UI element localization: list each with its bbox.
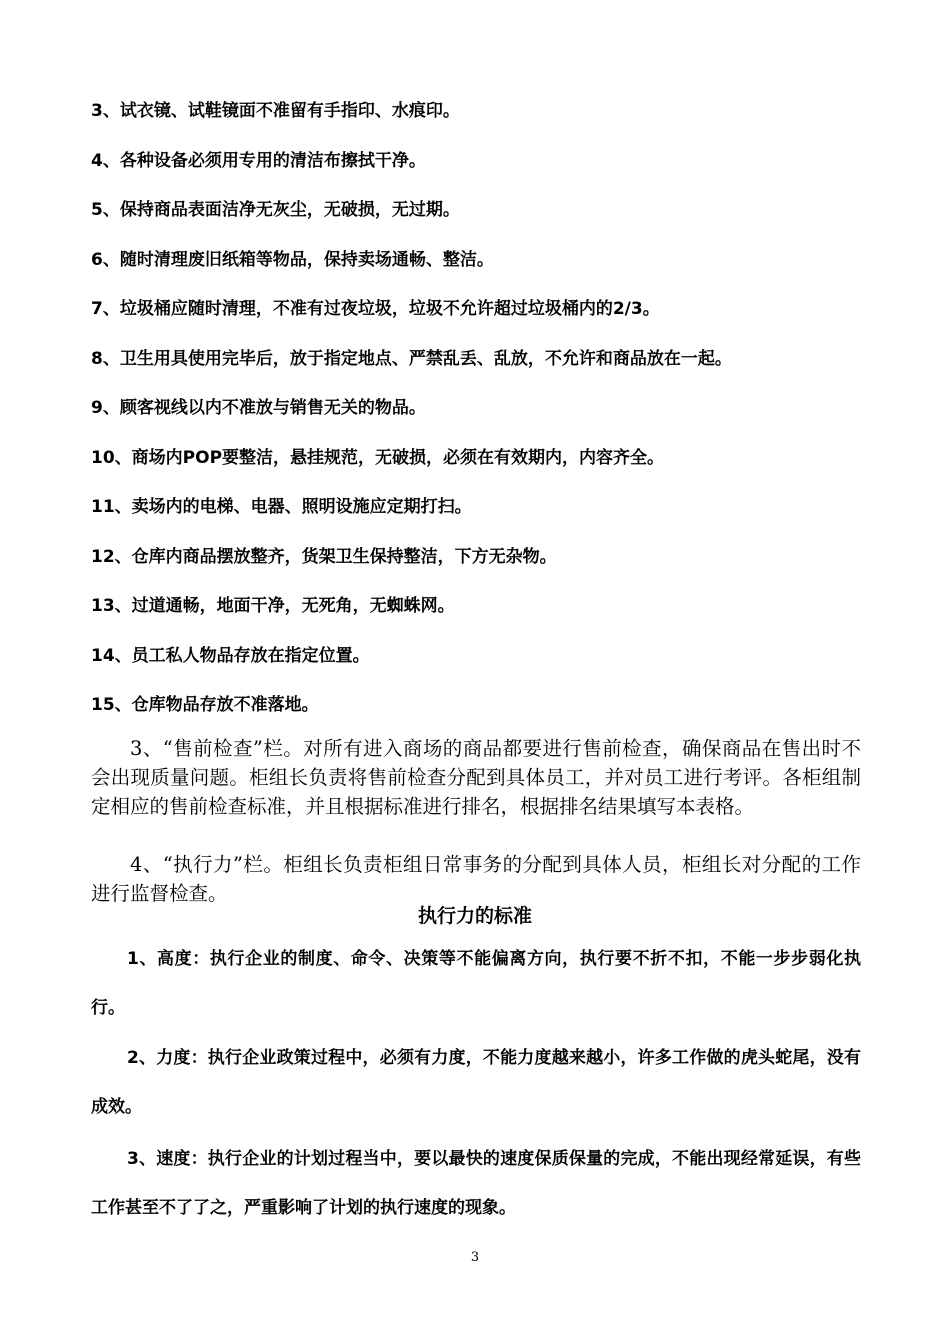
hygiene-item-10: 10、商场内POP要整洁，悬挂规范，无破损，必须在有效期内，内容齐全。	[91, 448, 665, 468]
hygiene-item-6: 6、随时清理废旧纸箱等物品，保持卖场通畅、整洁。	[91, 250, 494, 270]
standards-heading: 执行力的标准	[417, 905, 532, 927]
hygiene-item-15: 15、仓库物品存放不准落地。	[91, 695, 319, 715]
hygiene-item-8: 8、卫生用具使用完毕后，放于指定地点、严禁乱丢、乱放，不允许和商品放在一起。	[91, 349, 732, 369]
standard-item-height: 1、高度：执行企业的制度、命令、决策等不能偏离方向，执行要不折不扣，不能一步步弱化执行。	[91, 949, 861, 1018]
execution-paragraph: 4、“执行力”栏。柜组长负责柜组日常事务的分配到具体人员，柜组长对分配的工作进行监督检查。	[91, 853, 861, 905]
hygiene-item-3: 3、试衣镜、试鞋镜面不准留有手指印、水痕印。	[91, 101, 460, 121]
standard-item-strength: 2、力度：执行企业政策过程中，必须有力度，不能力度越来越小，许多工作做的虎头蛇尾，没有成效。	[91, 1048, 861, 1117]
hygiene-item-14: 14、员工私人物品存放在指定位置。	[91, 646, 370, 666]
hygiene-item-7: 7、垃圾桶应随时清理，不准有过夜垃圾，垃圾不允许超过垃圾桶内的2/3。	[91, 299, 660, 319]
hygiene-item-4: 4、各种设备必须用专用的清洁布擦拭干净。	[91, 151, 426, 171]
standard-item-speed: 3、速度：执行企业的计划过程当中，要以最快的速度保质保量的完成，不能出现经常延误，有些工作甚至不了了之，严重影响了计划的执行速度的现象。	[91, 1149, 861, 1218]
hygiene-item-11: 11、卖场内的电梯、电器、照明设施应定期打扫。	[91, 497, 472, 517]
presale-check-paragraph: 3、“售前检查”栏。对所有进入商场的商品都要进行售前检查，确保商品在售出时不会出现质量问题。柜组长负责将售前检查分配到具体员工，并对员工进行考评。各柜组制定相应的售前检查标准，并且根据标准进行排名，根据排名结果填写本表格。	[91, 737, 861, 818]
page-number: 3	[470, 1250, 480, 1265]
hygiene-item-9: 9、顾客视线以内不准放与销售无关的物品。	[91, 398, 426, 418]
hygiene-item-12: 12、仓库内商品摆放整齐，货架卫生保持整洁，下方无杂物。	[91, 547, 557, 567]
hygiene-item-5: 5、保持商品表面洁净无灰尘，无破损，无过期。	[91, 200, 460, 220]
hygiene-item-13: 13、过道通畅，地面干净，无死角，无蜘蛛网。	[91, 596, 455, 616]
